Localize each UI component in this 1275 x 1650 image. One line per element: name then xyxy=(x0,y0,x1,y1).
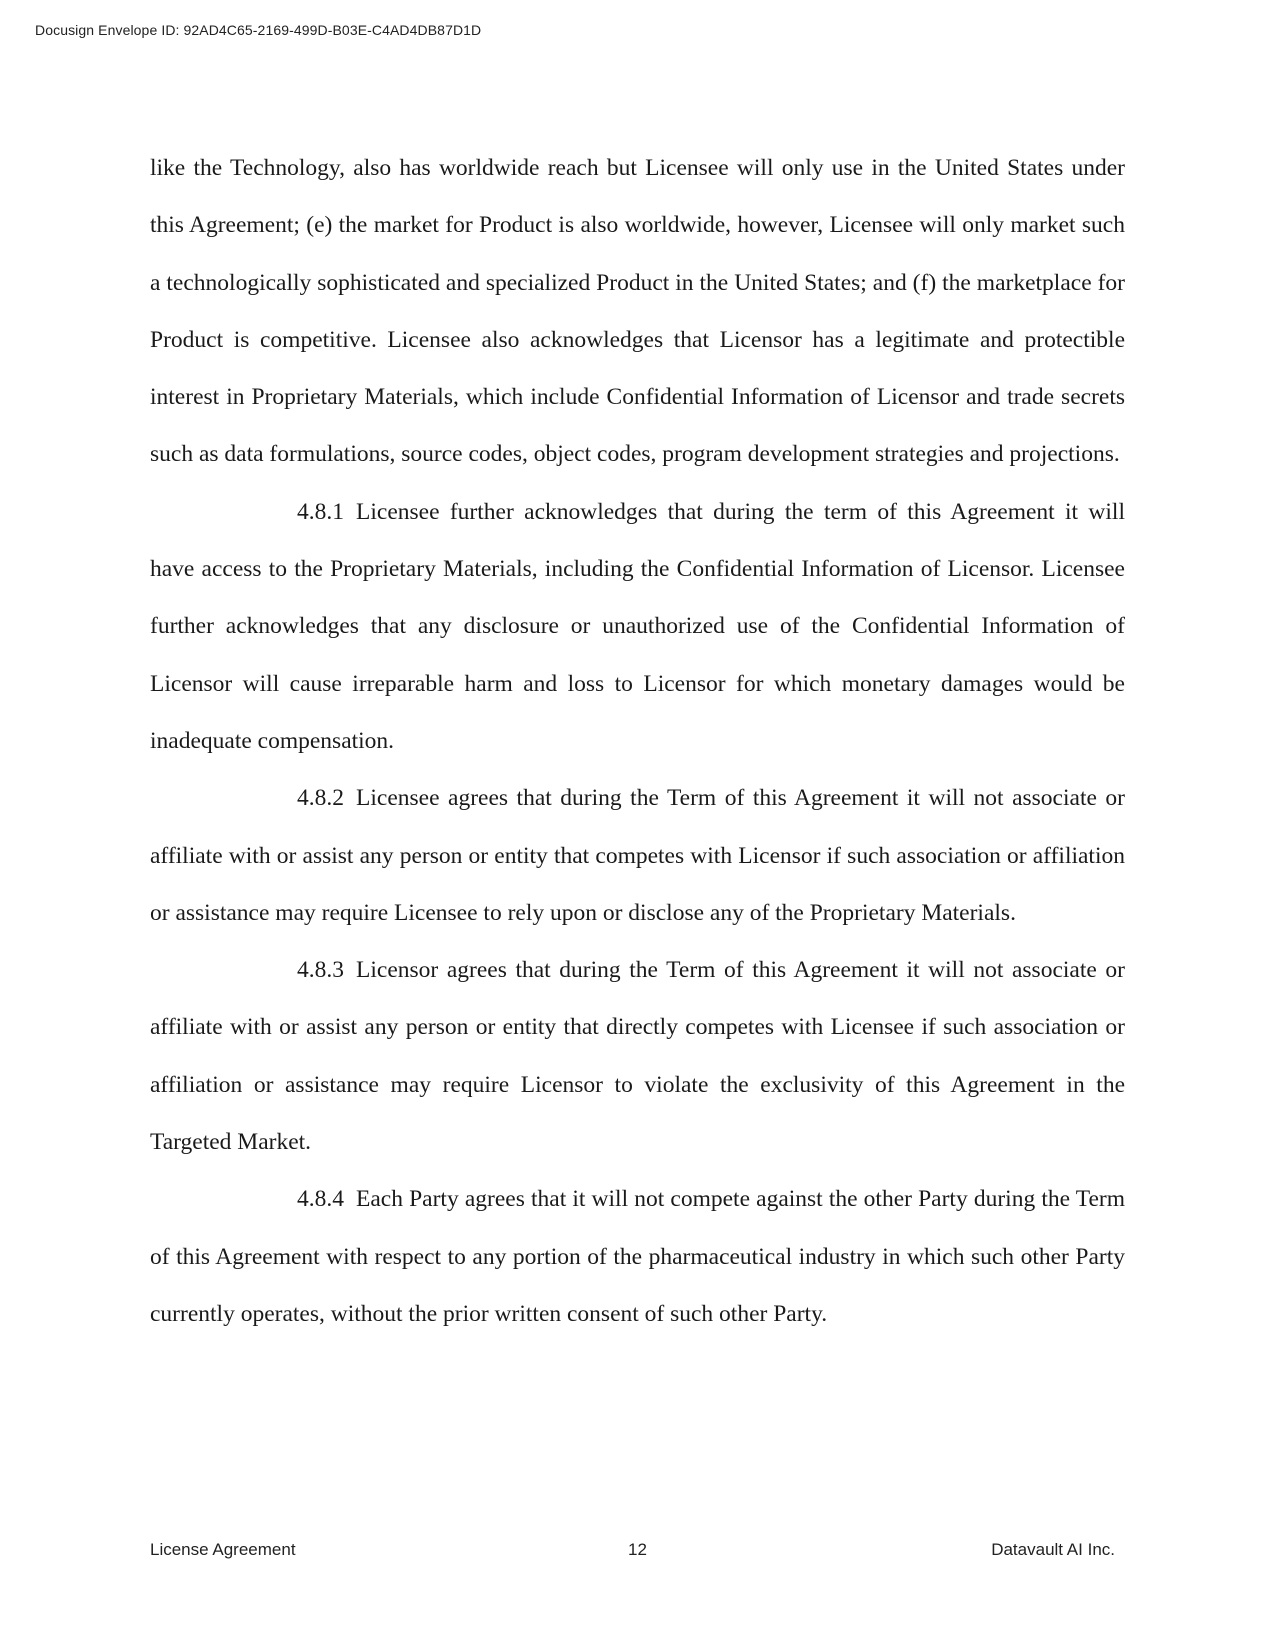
paragraph-text: Licensee agrees that during the Term of this Agreement it will not associate or affiliate with or assist any person or entity that competes with Licensor if such association or affiliation or assistance may require Licensee to rely upon or disclose any of the Proprietary Materials. xyxy=(150,785,1125,926)
paragraph-text: Each Party agrees that it will not compete against the other Party during the Term of this Agreement with respect to any portion of the pharmaceutical industry in which such other Party currently operates, without the prior written consent of such other Party. xyxy=(150,1186,1125,1327)
footer-document-title: License Agreement xyxy=(150,1540,296,1559)
paragraph-text: like the Technology, also has worldwide reach but Licensee will only use in the United States under this Agreement; (e) the market for Product is also worldwide, however, Licensee will only market such a technologically sophisticated and specialized Product in the United States; and (f) the marketplace for Product is competitive. Licensee also acknowledges that Licensor has a legitimate and protectible interest in Proprietary Materials, which include Confidential Information of Licensor and trade secrets such as data formulations, source codes, object codes, program development strategies and projections. xyxy=(150,155,1125,468)
paragraph-continued xyxy=(150,140,1125,484)
paragraph-text: Licensee further acknowledges that during the term of this Agreement it will have access to the Proprietary Materials, including the Confidential Information of Licensor. Licensee further acknowledges that any disclosure or unauthorized use of the Confidential Information of Licensor will cause irreparable harm and loss to Licensor for which monetary damages would be inadequate compensation. xyxy=(150,498,1125,754)
section-number: 4.8.1 xyxy=(297,498,344,525)
paragraph-text: Licensor agrees that during the Term of this Agreement it will not associate or affiliate with or assist any person or entity that directly competes with Licensee if such association or affiliation or assistance may require Licensor to violate the exclusivity of this Agreement in the Targeted Market. xyxy=(150,957,1125,1156)
section-4-8-4 xyxy=(150,1171,1125,1343)
section-4-8-2 xyxy=(150,770,1125,942)
footer-company-name: Datavault AI Inc. xyxy=(991,1540,1115,1559)
footer-page-number: 12 xyxy=(628,1540,647,1559)
section-number: 4.8.2 xyxy=(297,785,344,812)
section-number: 4.8.4 xyxy=(297,1186,344,1213)
envelope-id: Docusign Envelope ID: 92AD4C65-2169-499D-B03E-C4AD4DB87D1D xyxy=(35,22,482,38)
section-4-8-1 xyxy=(150,484,1125,770)
section-4-8-3 xyxy=(150,942,1125,1171)
section-number: 4.8.3 xyxy=(297,957,344,984)
document-body xyxy=(150,140,1125,1343)
